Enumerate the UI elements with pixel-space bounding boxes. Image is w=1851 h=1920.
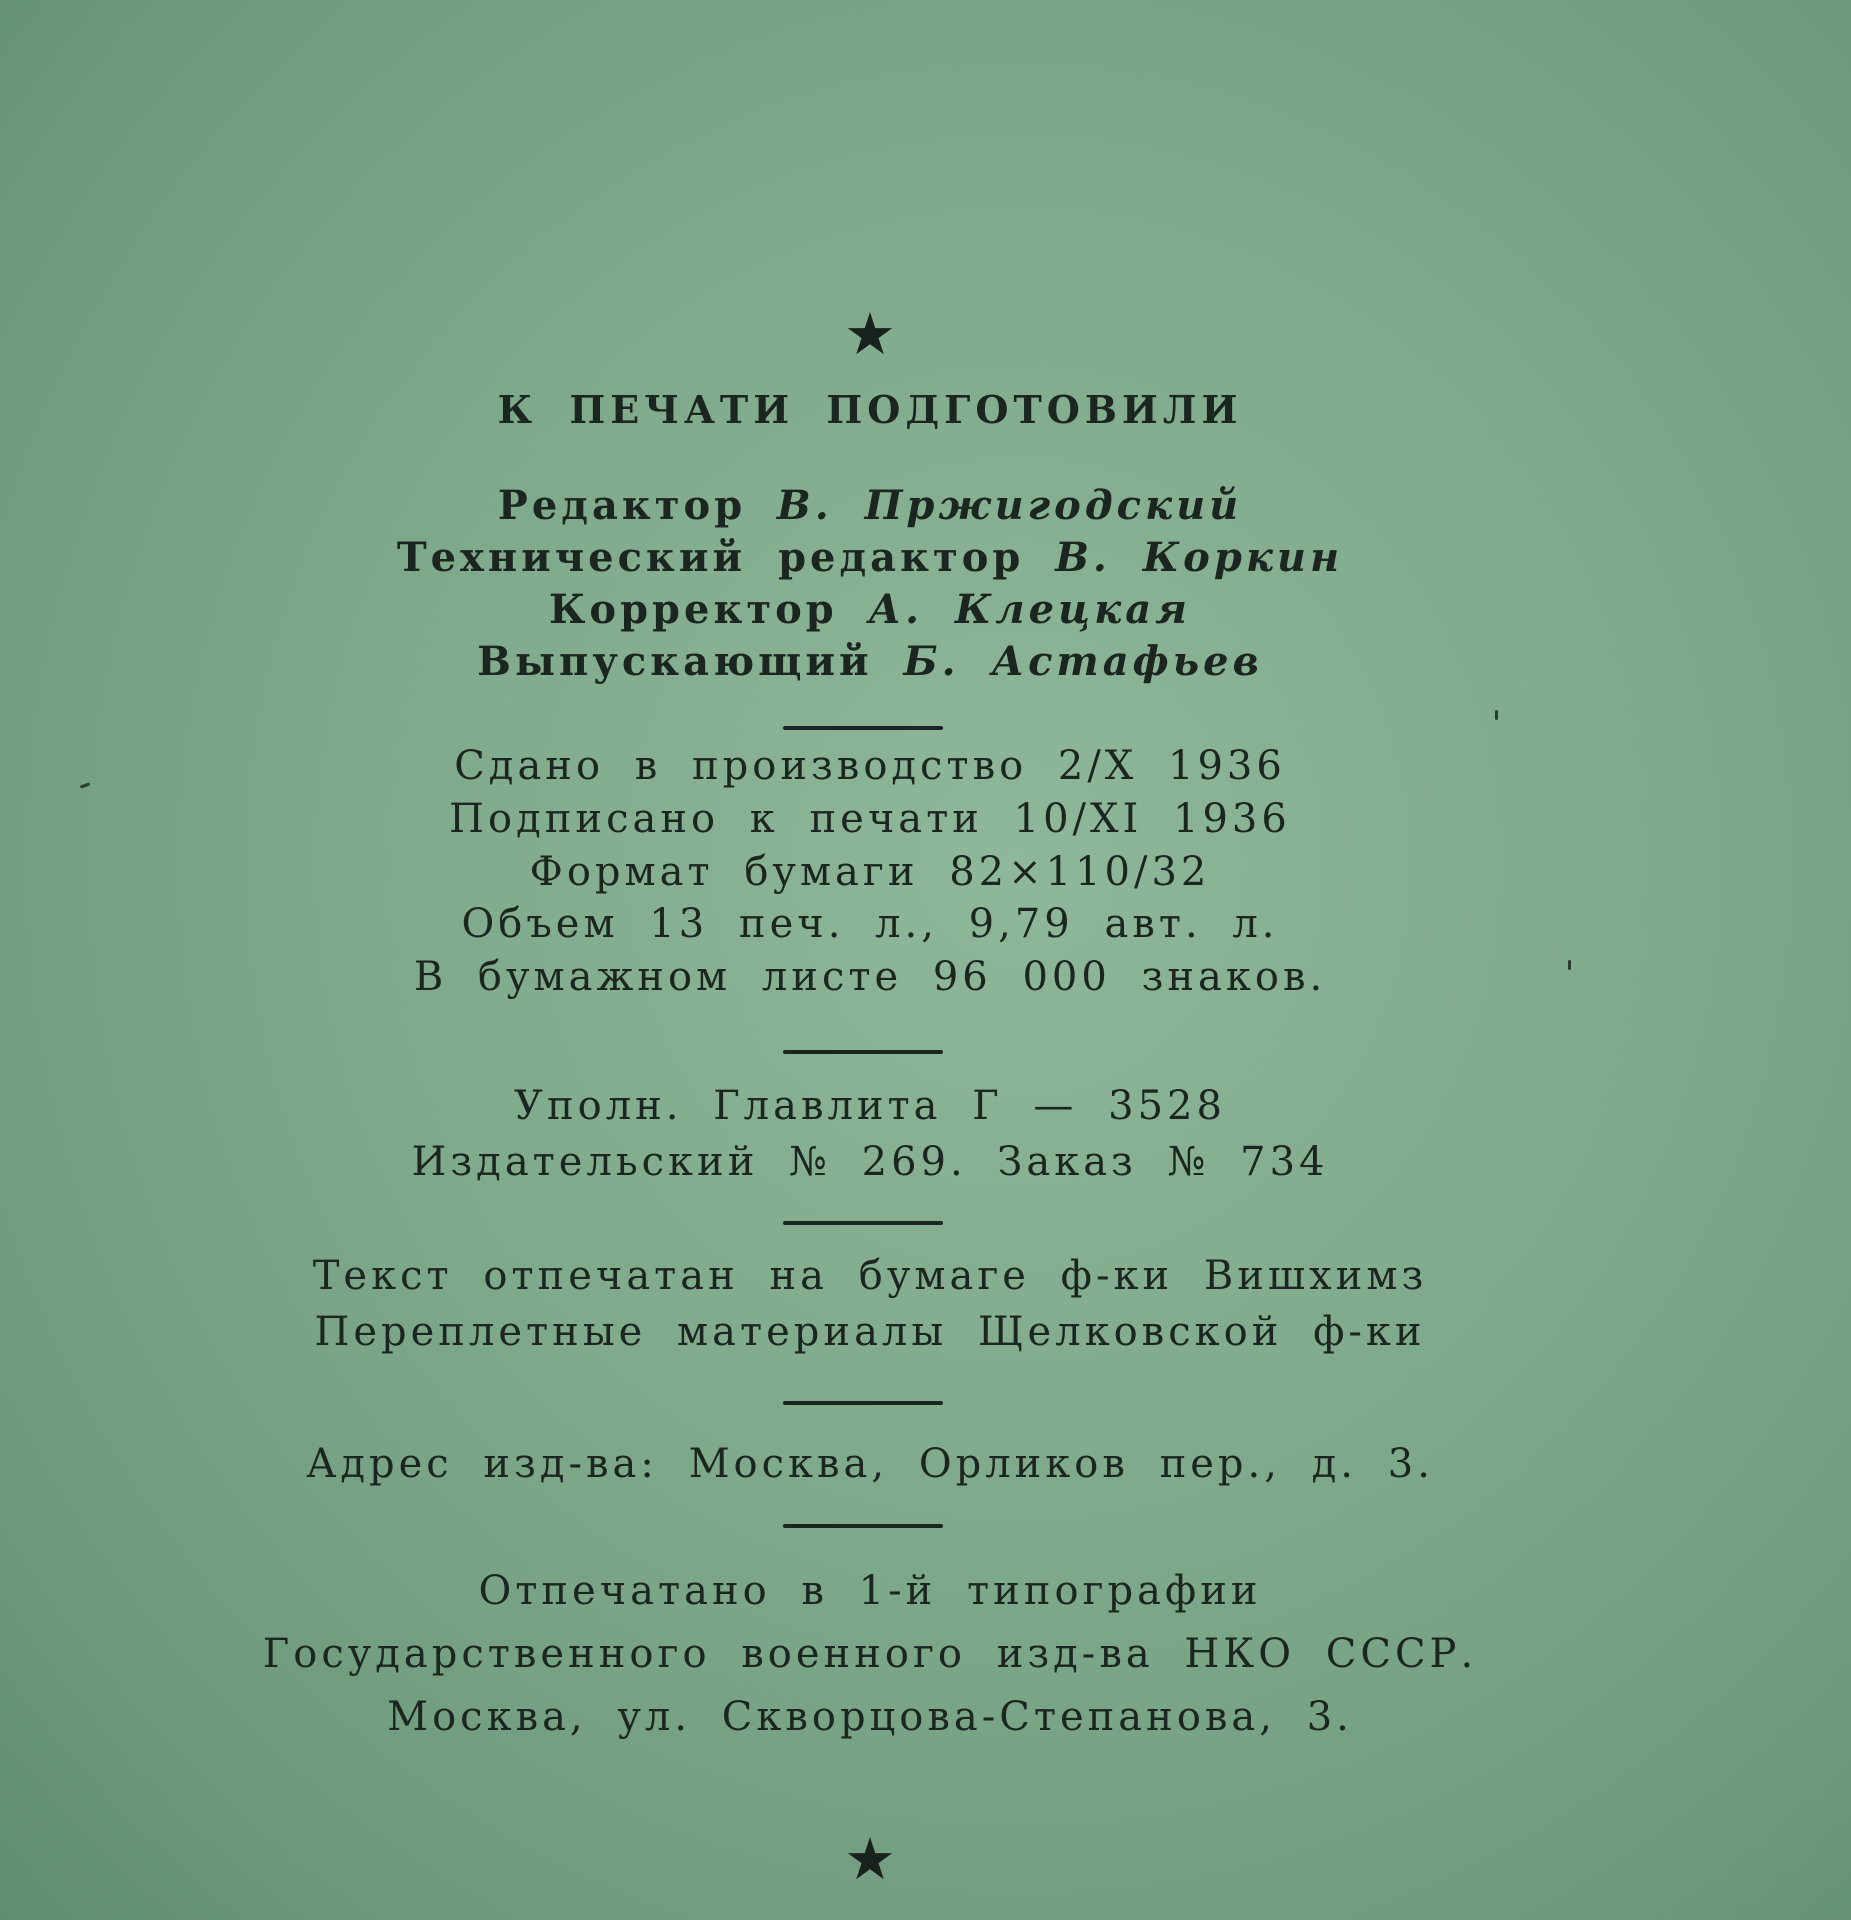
star-ornament-top: ★ [844,300,896,368]
production-line: Подписано к печати 10/XI 1936 [449,795,1291,842]
staff-role: Выпускающий [477,638,873,685]
divider-rule [783,1401,943,1405]
staff-name: В. Пржигодский [776,482,1243,529]
staff-role: Редактор [497,482,747,529]
divider-rule [783,1524,943,1528]
materials-line: Переплетные материалы Щелковской ф-ки [314,1309,1426,1355]
printer-line: Москва, ул. Скворцова-Степанова, 3. [387,1694,1353,1741]
registration-line: Издательский № 269. Заказ № 734 [411,1139,1329,1185]
production-line: Формат бумаги 82×110/32 [529,848,1211,895]
registration-line: Уполн. Главлита Г — 3528 [514,1083,1226,1129]
divider-rule [783,726,943,730]
divider-rule [783,1221,943,1225]
materials-line: Текст отпечатан на бумаге ф-ки Вишхимз [312,1253,1428,1299]
staff-line-editor [0,480,1740,532]
printer-details [0,1560,1740,1750]
production-line: В бумажном листе 96 000 знаков. [413,954,1327,1001]
staff-credits [0,480,1740,688]
staff-line-issuer [0,636,1740,688]
staff-role: Корректор [549,586,838,633]
paper-speck [1568,960,1571,970]
production-details [0,740,1740,1004]
staff-name: Б. Астафьев [903,638,1263,685]
colophon-heading: К ПЕЧАТИ ПОДГОТОВИЛИ [497,387,1243,432]
registration-details [0,1078,1740,1190]
staff-name: А. Клецкая [868,586,1191,633]
paper-speck [1495,710,1498,720]
production-line: Объем 13 печ. л., 9,79 авт. л. [461,901,1279,948]
divider-rule [783,1050,943,1054]
staff-line-tech-editor [0,532,1740,584]
staff-line-proofreader [0,584,1740,636]
printer-line: Отпечатано в 1-й типографии [478,1568,1262,1614]
star-ornament-bottom: ★ [844,1825,896,1893]
production-line: Сдано в производство 2/X 1936 [454,743,1286,789]
publisher-address: Адрес изд-ва: Москва, Орликов пер., д. 3. [306,1441,1434,1487]
materials-details [0,1248,1740,1360]
staff-role: Технический редактор [396,534,1025,581]
printer-line: Государственного военного изд-ва НКО СССР. [262,1631,1478,1678]
staff-name: В. Коркин [1055,534,1344,581]
